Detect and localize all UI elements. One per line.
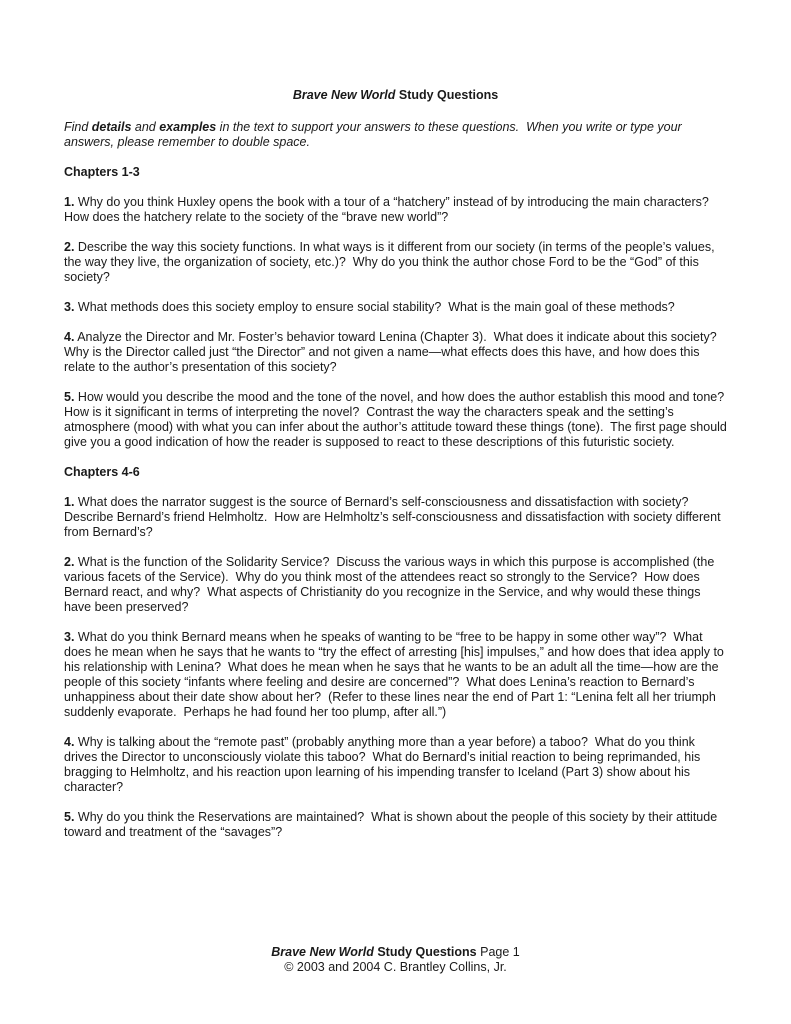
question-text: What is the function of the Solidarity Service? Discuss the various ways in which this purpose is accomplished (the various facets of the Service). Why do you think most of the attendees react so strongly to the Service? How does Bernard react, and why? What aspects of Christianity do you recognize in the Service, and why would these things have been preserved?: [64, 555, 718, 614]
question-number: 1.: [64, 195, 75, 209]
question-text: What does the narrator suggest is the source of Bernard’s self-consciousness and dissatisfaction with society? Describe Bernard’s friend Helmholtz. How are Helmholtz’s self-consciousness and dissatisfaction with society different from Bernard’s?: [64, 495, 725, 539]
footer-title-rest: Study Questions: [373, 945, 477, 959]
question-text: Describe the way this society functions. In what ways is it different from our society (in terms of the people’s values, the way they live, the organization of society, etc.)? Why do you think the author chose Ford to be the “God” of this society?: [64, 240, 719, 284]
question-ch1-3-4: [64, 330, 727, 375]
question-ch4-6-2: [64, 555, 727, 615]
question-ch4-6-5: [64, 810, 727, 840]
question-number: 4.: [64, 735, 75, 749]
footer-copyright: © 2003 and 2004 C. Brantley Collins, Jr.: [284, 960, 507, 974]
question-text: How would you describe the mood and the tone of the novel, and how does the author establish this mood and tone? How is it significant in terms of interpreting the novel? Contrast the way the characters speak and the setting’s atmosphere (mood) with what you can infer about the author’s attitude toward these things (tone). The first page should give you a good indication of how the reader is supposed to react to these descriptions of this futuristic society.: [64, 390, 732, 449]
question-text: Why is talking about the “remote past” (probably anything more than a year before) a taboo? What do you think drives the Director to unconsciously violate this taboo? What do Bernard’s initial reaction to being reprimanded, his bragging to Helmholtz, and his reaction upon learning of his impending transfer to Iceland (Part 3) show about his character?: [64, 735, 704, 794]
question-text: Why do you think the Reservations are maintained? What is shown about the people of this society by their attitude toward and treatment of the “savages”?: [64, 810, 721, 839]
question-number: 4.: [64, 330, 75, 344]
section-heading-chapters-1-3: Chapters 1-3: [64, 165, 140, 179]
question-number: 3.: [64, 300, 75, 314]
question-number: 2.: [64, 555, 75, 569]
intro-seg: in the text to support your answers to these questions. When you write or type your answers, please remember to double space.: [64, 120, 686, 149]
page-title-rest: Study Questions: [395, 88, 499, 102]
question-number: 1.: [64, 495, 75, 509]
intro-paragraph: [64, 120, 727, 150]
intro-seg: Find: [64, 120, 92, 134]
question-text: Why do you think Huxley opens the book with a tour of a “hatchery” instead of by introducing the main characters? How does the hatchery relate to the society of the “brave new world”?: [64, 195, 716, 224]
question-ch4-6-1: [64, 495, 727, 540]
footer-page-number: Page 1: [476, 945, 520, 959]
question-text: Analyze the Director and Mr. Foster’s behavior toward Lenina (Chapter 3). What does it indicate about this society? Why is the Director called just “the Director” and not given a name—what effects does this have, and how does this relate to the author’s presentation of this society?: [64, 330, 724, 374]
question-ch4-6-4: [64, 735, 727, 795]
question-text: What do you think Bernard means when he speaks of wanting to be “free to be happy in some other way”? What does he mean when he says that he wants to “try the effect of arresting [his] impulses,” and how does that idea apply to his relationship with Lenina? What does he mean when he says that he wants to be an adult all the time—how are the people of this society “infants where feeling and desire are concerned”? What does Lenina’s reaction to Bernard’s unhappiness about their date show about her? (Refer to these lines near the end of Part 1: “Lenina felt all her triumph suddenly evaporate. Perhaps he had found her too plump, after all.”): [64, 630, 728, 719]
question-number: 5.: [64, 390, 75, 404]
page-footer: [0, 945, 791, 975]
question-ch1-3-5: [64, 390, 732, 450]
question-number: 5.: [64, 810, 75, 824]
intro-emphasis-examples: examples: [159, 120, 217, 134]
question-ch1-3-3: [64, 300, 727, 315]
page-title: [64, 88, 727, 103]
intro-seg: and: [131, 120, 160, 134]
footer-book-title: Brave New World: [271, 945, 374, 959]
question-ch1-3-1: [64, 195, 727, 225]
question-ch1-3-2: [64, 240, 727, 285]
section-heading-chapters-4-6: Chapters 4-6: [64, 465, 140, 479]
footer-title-line: [0, 945, 791, 960]
book-title: Brave New World: [292, 88, 396, 102]
question-text: What methods does this society employ to ensure social stability? What is the main goal of these methods?: [74, 300, 675, 314]
question-number: 3.: [64, 630, 75, 644]
intro-emphasis-details: details: [91, 120, 132, 134]
question-ch4-6-3: [64, 630, 727, 720]
question-number: 2.: [64, 240, 75, 254]
